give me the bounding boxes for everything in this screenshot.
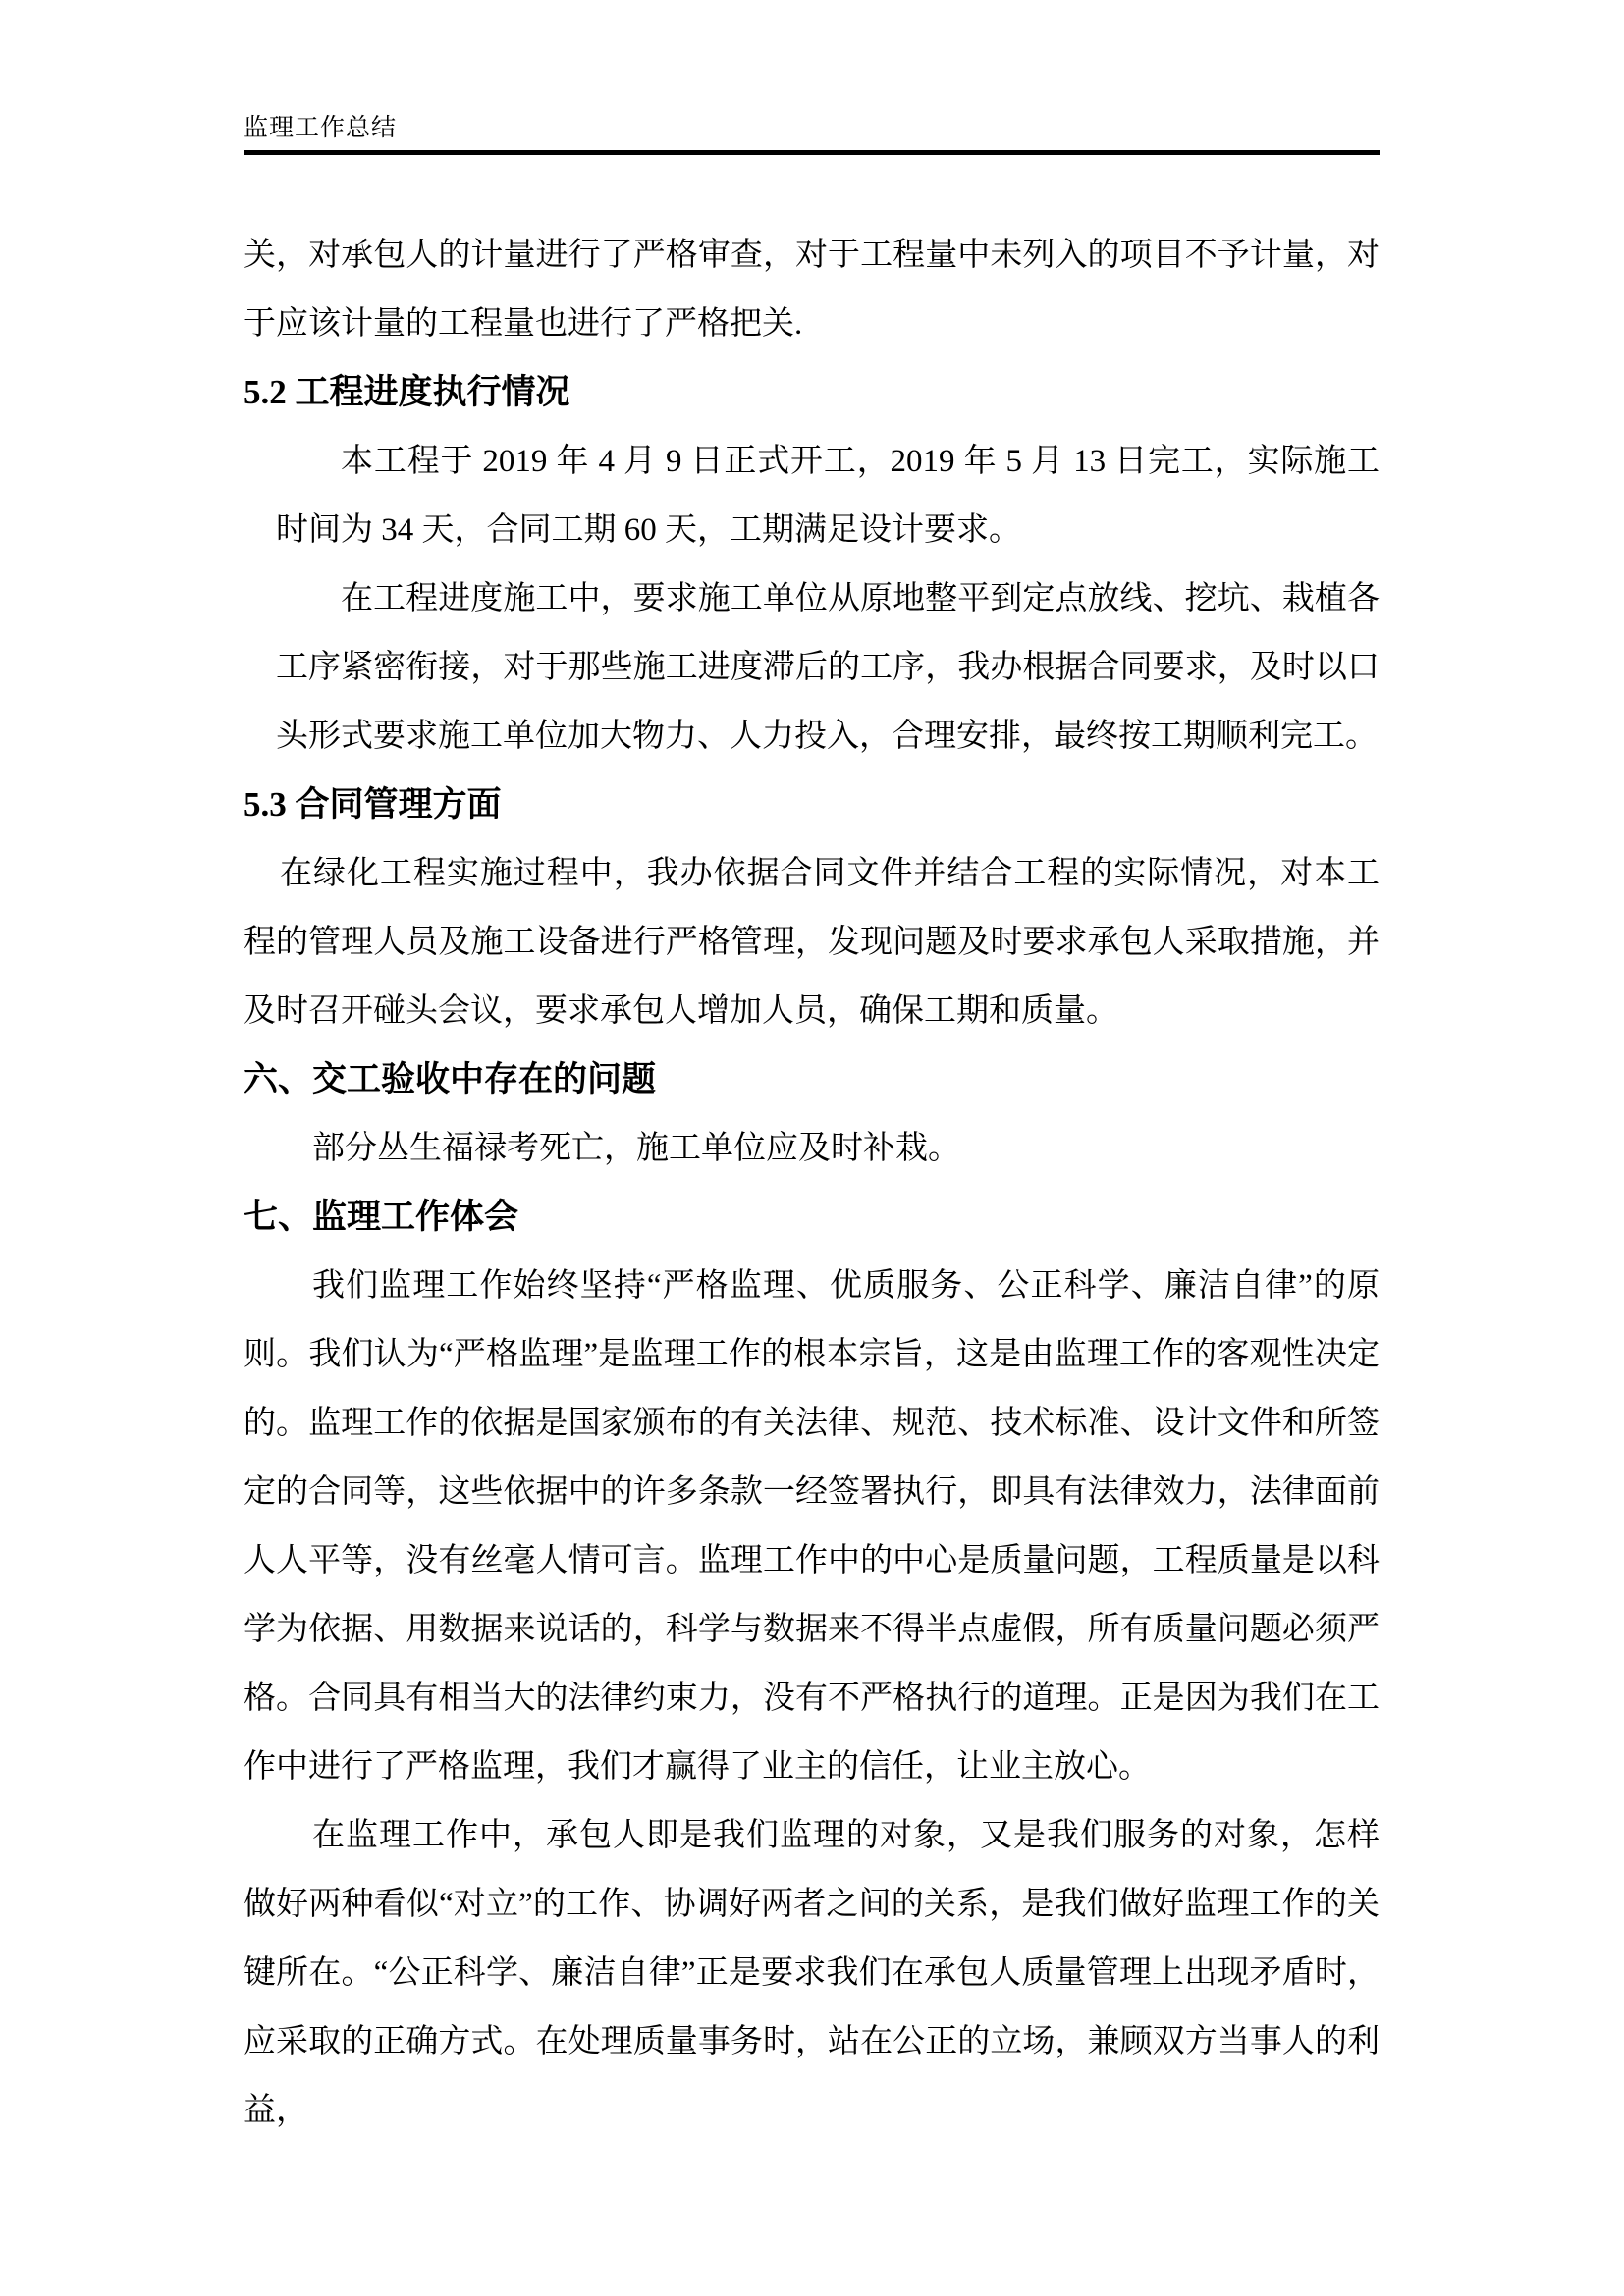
paragraph-supervision-principles: 我们监理工作始终坚持“严格监理、优质服务、公正科学、廉洁自律”的原则。我们认为“严格监理”是监理工作的根本宗旨，这是由监理工作的客观性决定的。监理工作的依据是国家颁布的有关法律、规范、技术标准、设计文件和所签定的合同等，这些依据中的许多条款一经签署执行，即具有法律效力，法律面前人人平等，没有丝毫人情可言。监理工作中的中心是质量问题，工程质量是以科学为依据、用数据来说话的，科学与数据来不得半点虚假，所有质量问题必须严格。合同具有相当大的法律约束力，没有不严格执行的道理。正是因为我们在工作中进行了严格监理，我们才赢得了业主的信任，让业主放心。 xyxy=(244,1268,1380,1785)
paragraph-acceptance-issue: 部分丛生福禄考死亡，施工单位应及时补栽。 xyxy=(312,1131,960,1166)
paragraph-progress-management: 在工程进度施工中，要求施工单位从原地整平到定点放线、挖坑、栽植各工序紧密衔接，对于那些施工进度滞后的工序，我办根据合同要求，及时以口头形式要求施工单位加大物力、人力投入，合理安排，最终按工期顺利完工。 xyxy=(276,581,1380,754)
section-heading-5-2-progress: 5.2 工程进度执行情况 xyxy=(244,373,570,411)
section-heading-5-3-contract: 5.3 合同管理方面 xyxy=(244,785,502,824)
paragraph-contract-management: 在绿化工程实施过程中，我办依据合同文件并结合工程的实际情况，对本工程的管理人员及施工设备进行严格管理，发现问题及时要求承包人采取措施，并及时召开碰头会议，要求承包人增加人员，确保工期和质量。 xyxy=(244,856,1380,1029)
header-rule xyxy=(244,150,1380,155)
section-heading-6-acceptance-issues: 六、交工验收中存在的问题 xyxy=(244,1060,657,1098)
paragraph-contractor-relationship: 在监理工作中，承包人即是我们监理的对象，又是我们服务的对象，怎样做好两种看似“对立”的工作、协调好两者之间的关系，是我们做好监理工作的关键所在。“公正科学、廉洁自律”正是要求我们在承包人质量管理上出现矛盾时，应采取的正确方式。在处理质量事务时，站在公正的立场，兼顾双方当事人的利益， xyxy=(244,1818,1380,2128)
document-body xyxy=(244,221,1380,2145)
paragraph-measurement-review-continuation: 关，对承包人的计量进行了严格审查，对于工程量中未列入的项目不予计量，对于应该计量的工程量也进行了严格把关. xyxy=(244,238,1380,342)
section-heading-7-work-reflections: 七、监理工作体会 xyxy=(244,1198,519,1236)
document-header xyxy=(244,114,1380,155)
header-running-title: 监理工作总结 xyxy=(244,115,398,141)
paragraph-construction-dates: 本工程于 2019 年 4 月 9 日正式开工，2019 年 5 月 13 日完工，实际施工时间为 34 天，合同工期 60 天，工期满足设计要求。 xyxy=(276,444,1380,548)
